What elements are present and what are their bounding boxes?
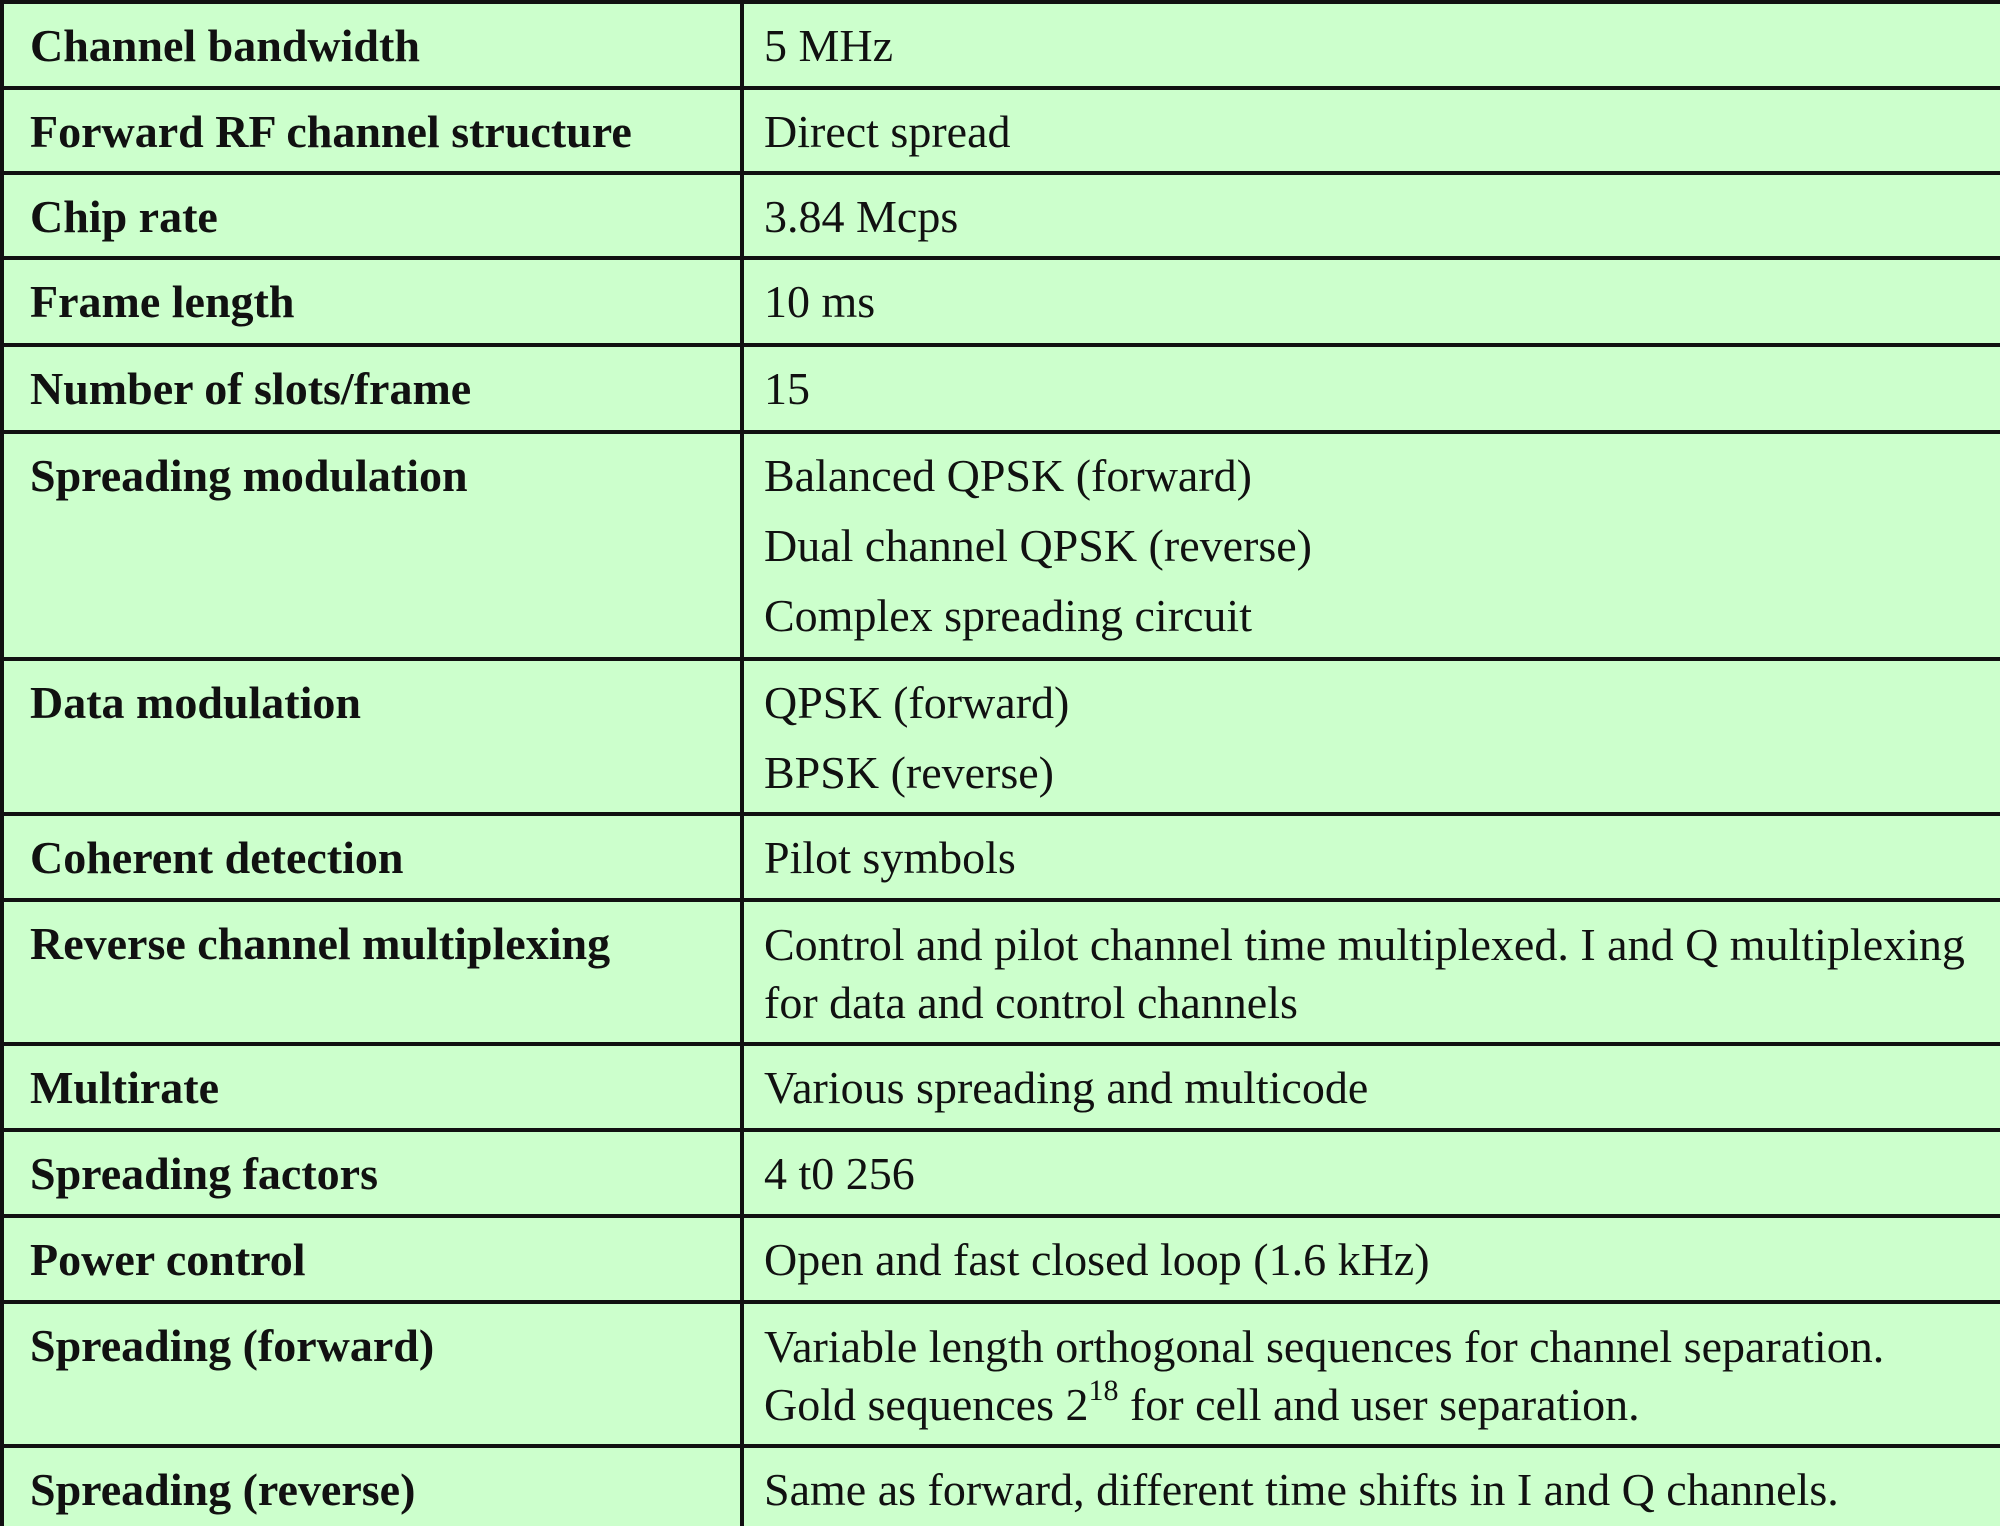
parameter-value: [742, 173, 2000, 258]
table-row: [2, 1216, 2000, 1302]
value-line: Control and pilot channel time multiplexed. I and Q multiplexing for data and control channels: [764, 919, 1965, 1028]
value-line: 3.84 Mcps: [764, 191, 959, 242]
value-line: Pilot symbols: [764, 832, 1016, 883]
value-line: 4 t0 256: [764, 1148, 915, 1199]
parameter-value: [742, 900, 2000, 1044]
table-row: [2, 345, 2000, 432]
table-row: [2, 2, 2000, 88]
parameter-name: Power control: [2, 1216, 742, 1302]
parameter-name: Channel bandwidth: [2, 2, 742, 88]
parameter-name: Spreading (reverse): [2, 1446, 742, 1526]
value-line: Dual channel QPSK (reverse): [764, 520, 1312, 571]
parameter-value: [742, 1302, 2000, 1446]
value-line: [764, 1318, 1986, 1434]
parameter-value: [742, 432, 2000, 659]
parameter-value: [742, 258, 2000, 345]
table-row: [2, 173, 2000, 258]
table-row: [2, 1130, 2000, 1216]
value-line: Open and fast closed loop (1.6 kHz): [764, 1234, 1430, 1285]
parameter-name: Frame length: [2, 258, 742, 345]
value-line: Direct spread: [764, 106, 1011, 157]
table-row: [2, 432, 2000, 659]
parameter-name: Data modulation: [2, 659, 742, 814]
table-row: [2, 258, 2000, 345]
parameter-name: Reverse channel multiplexing: [2, 900, 742, 1044]
parameter-value: [742, 2, 2000, 88]
table-row: [2, 900, 2000, 1044]
parameter-name: Multirate: [2, 1044, 742, 1130]
value-line: Balanced QPSK (forward): [764, 450, 1252, 501]
value-text: for cell and user separation.: [1118, 1379, 1640, 1430]
parameter-value: [742, 88, 2000, 173]
table-row: [2, 814, 2000, 900]
parameter-name: Spreading factors: [2, 1130, 742, 1216]
table-row: [2, 1044, 2000, 1130]
value-line: 15: [764, 363, 810, 414]
value-line: Same as forward, different time shifts in I and Q channels.: [764, 1464, 1839, 1515]
value-line: 10 ms: [764, 276, 876, 327]
parameter-value: [742, 345, 2000, 432]
parameter-value: [742, 1446, 2000, 1526]
parameter-value: [742, 814, 2000, 900]
parameter-value: [742, 1216, 2000, 1302]
table-row: [2, 1302, 2000, 1446]
parameter-value: [742, 1130, 2000, 1216]
parameter-name: Spreading (forward): [2, 1302, 742, 1446]
value-line: QPSK (forward): [764, 677, 1070, 728]
exponent: 18: [1088, 1373, 1119, 1407]
parameter-name: Coherent detection: [2, 814, 742, 900]
value-line: Various spreading and multicode: [764, 1062, 1369, 1113]
table-row: [2, 659, 2000, 814]
table-row: [2, 88, 2000, 173]
parameter-value: [742, 659, 2000, 814]
value-line: BPSK (reverse): [764, 747, 1054, 798]
parameter-name: Spreading modulation: [2, 432, 742, 659]
table-row: [2, 1446, 2000, 1526]
value-line: 5 MHz: [764, 20, 894, 71]
value-line: Complex spreading circuit: [764, 590, 1252, 641]
parameter-name: Chip rate: [2, 173, 742, 258]
parameter-value: [742, 1044, 2000, 1130]
parameter-name: Number of slots/frame: [2, 345, 742, 432]
parameter-name: Forward RF channel structure: [2, 88, 742, 173]
value-text: Variable length orthogonal sequences for channel separation. Gold sequences 2: [764, 1321, 1885, 1430]
